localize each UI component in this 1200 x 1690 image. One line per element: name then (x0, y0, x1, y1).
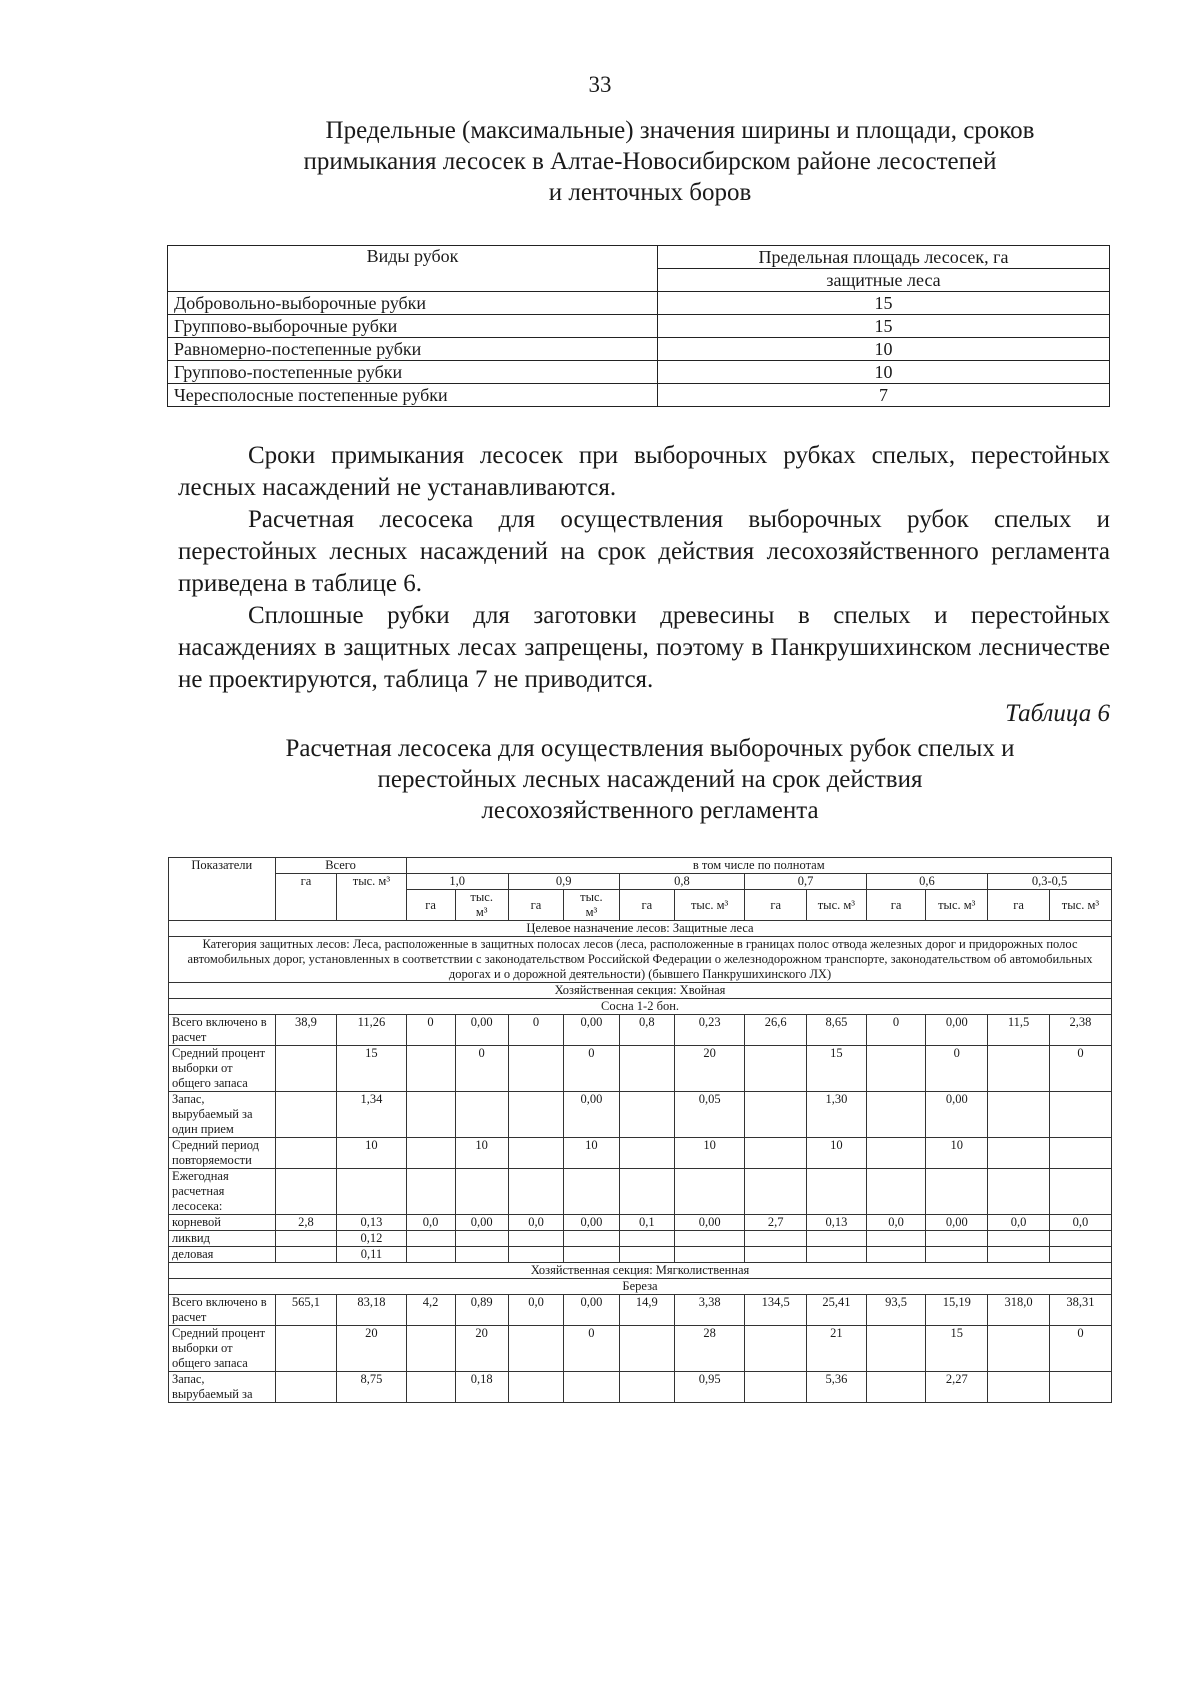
value-cell: 0 (406, 1015, 455, 1046)
value-cell: 28 (674, 1326, 744, 1372)
value-cell: 15 (337, 1046, 406, 1092)
table-row (168, 338, 1110, 361)
value-cell: 0,12 (337, 1231, 406, 1247)
header-indicators: Показатели (169, 858, 276, 921)
value-cell: 0,8 (619, 1015, 674, 1046)
header-density: 0,3-0,5 (988, 874, 1112, 890)
value-cell (988, 1372, 1050, 1403)
value-cell (275, 1138, 337, 1169)
value-cell: 10 (564, 1138, 619, 1169)
value-cell (926, 1231, 988, 1247)
header-thm3: тыс. м³ (337, 874, 406, 921)
header-thm3-part: м³ (475, 905, 488, 919)
cut-type: Группово-выборочные рубки (168, 315, 658, 338)
table-row (168, 384, 1110, 407)
value-cell (406, 1138, 455, 1169)
indicator-label: Средний процент выборки от общего запаса (169, 1326, 276, 1372)
value-cell (508, 1046, 563, 1092)
title-line: лесохозяйственного регламента (481, 797, 819, 824)
page-number: 33 (588, 72, 612, 97)
value-cell (275, 1372, 337, 1403)
area-value: 15 (658, 315, 1110, 338)
value-cell: 0,18 (455, 1372, 508, 1403)
value-cell (1049, 1169, 1111, 1215)
value-cell: 8,75 (337, 1372, 406, 1403)
header-protective: защитные леса (658, 269, 1110, 292)
category-row: Категория защитных лесов: Леса, расположенные в защитных полосах лесов (леса, расположенные в границах полос отвода железных дорог и придорожных полос автомобильных дорог, установленных в соответствии с законодательством Российской Федерации о железнодорожном транспорте, законодательством об автомобильных дорогах и о дорожной деятельности) (бывшего Панкрушихинского ЛХ) (169, 937, 1112, 983)
cutting-limits-table (167, 245, 1110, 407)
value-cell (275, 1326, 337, 1372)
header-density: 0,6 (866, 874, 987, 890)
section-row: Хозяйственная секция: Хвойная (169, 983, 1112, 999)
header-ha: га (508, 890, 563, 921)
value-cell: 2,7 (745, 1215, 807, 1231)
table-row (169, 1372, 1112, 1403)
value-cell: 0 (1049, 1046, 1111, 1092)
value-cell: 21 (807, 1326, 867, 1372)
value-cell: 565,1 (275, 1295, 337, 1326)
value-cell: 0 (508, 1015, 563, 1046)
value-cell (926, 1169, 988, 1215)
header-by-density: в том числе по полнотам (406, 858, 1111, 874)
header-density: 1,0 (406, 874, 508, 890)
value-cell: 0 (455, 1046, 508, 1092)
header-ha: га (619, 890, 674, 921)
value-cell: 15,19 (926, 1295, 988, 1326)
indicator-label: Ежегодная расчетная лесосека: (169, 1169, 276, 1215)
species-row: Береза (169, 1279, 1112, 1295)
value-cell: 20 (337, 1326, 406, 1372)
header-ha: га (866, 890, 926, 921)
value-cell: 14,9 (619, 1295, 674, 1326)
value-cell (745, 1326, 807, 1372)
indicator-label: Запас, вырубаемый за один прием (169, 1092, 276, 1138)
value-cell (988, 1326, 1050, 1372)
value-cell: 4,2 (406, 1295, 455, 1326)
value-cell: 2,8 (275, 1215, 337, 1231)
value-cell (619, 1046, 674, 1092)
value-cell: 0,0 (866, 1215, 926, 1231)
value-cell: 0,13 (337, 1215, 406, 1231)
header-thm3: тыс. м³ (674, 890, 744, 921)
value-cell: 0 (926, 1046, 988, 1092)
value-cell (866, 1169, 926, 1215)
value-cell (508, 1247, 563, 1263)
value-cell (674, 1169, 744, 1215)
value-cell (866, 1046, 926, 1092)
value-cell (988, 1247, 1050, 1263)
header-ha: га (745, 890, 807, 921)
value-cell: 0,00 (455, 1215, 508, 1231)
header-cut-types: Виды рубок (168, 246, 658, 292)
value-cell (866, 1247, 926, 1263)
value-cell: 8,65 (807, 1015, 867, 1046)
body-text (178, 440, 1110, 696)
header-ha: га (406, 890, 455, 921)
value-cell (275, 1092, 337, 1138)
value-cell (745, 1169, 807, 1215)
value-cell (745, 1046, 807, 1092)
value-cell: 0,00 (674, 1215, 744, 1231)
value-cell: 3,38 (674, 1295, 744, 1326)
value-cell (807, 1231, 867, 1247)
table-label: Таблица 6 (1005, 700, 1110, 727)
value-cell: 1,30 (807, 1092, 867, 1138)
value-cell (275, 1046, 337, 1092)
value-cell: 0,00 (564, 1092, 619, 1138)
value-cell: 0,0 (406, 1215, 455, 1231)
value-cell: 38,9 (275, 1015, 337, 1046)
value-cell (508, 1231, 563, 1247)
value-cell: 11,26 (337, 1015, 406, 1046)
value-cell (619, 1231, 674, 1247)
header-max-area: Предельная площадь лесосек, га (658, 246, 1110, 269)
header-density: 0,7 (745, 874, 866, 890)
value-cell (619, 1326, 674, 1372)
value-cell: 26,6 (745, 1015, 807, 1046)
value-cell: 1,34 (337, 1092, 406, 1138)
area-value: 10 (658, 338, 1110, 361)
value-cell (455, 1247, 508, 1263)
value-cell: 83,18 (337, 1295, 406, 1326)
value-cell (275, 1169, 337, 1215)
title-line: и ленточных боров (548, 179, 752, 206)
value-cell (455, 1092, 508, 1138)
value-cell (674, 1247, 744, 1263)
value-cell (508, 1138, 563, 1169)
header-ha: га (275, 874, 337, 921)
value-cell (866, 1372, 926, 1403)
header-thm3: тыс. м³ (807, 890, 867, 921)
value-cell (866, 1138, 926, 1169)
value-cell (406, 1046, 455, 1092)
header-ha: га (988, 890, 1050, 921)
value-cell (564, 1372, 619, 1403)
header-density: 0,9 (508, 874, 619, 890)
value-cell (455, 1231, 508, 1247)
header-thm3-part: тыс. (470, 890, 493, 904)
species-row: Сосна 1-2 бон. (169, 999, 1112, 1015)
value-cell: 25,41 (807, 1295, 867, 1326)
table-row (169, 1215, 1112, 1231)
cut-type: Равномерно-постепенные рубки (168, 338, 658, 361)
value-cell (866, 1231, 926, 1247)
header-thm3: тыс. м³ (1049, 890, 1111, 921)
table-row (169, 1169, 1112, 1215)
value-cell (745, 1138, 807, 1169)
value-cell: 0,0 (508, 1295, 563, 1326)
value-cell: 2,27 (926, 1372, 988, 1403)
value-cell: 10 (337, 1138, 406, 1169)
value-cell (564, 1247, 619, 1263)
value-cell: 20 (455, 1326, 508, 1372)
table-row (168, 315, 1110, 338)
cut-type: Добровольно-выборочные рубки (168, 292, 658, 315)
value-cell: 11,5 (988, 1015, 1050, 1046)
value-cell (745, 1372, 807, 1403)
allowable-cut-table (168, 857, 1112, 1403)
value-cell (674, 1231, 744, 1247)
value-cell (406, 1326, 455, 1372)
title-line: перестойных лесных насаждений на срок действия (377, 766, 923, 793)
value-cell: 20 (674, 1046, 744, 1092)
indicator-label: корневой (169, 1215, 276, 1231)
value-cell: 0,89 (455, 1295, 508, 1326)
value-cell: 93,5 (866, 1295, 926, 1326)
header-thm3 (564, 890, 619, 921)
table-row (169, 1247, 1112, 1263)
table6-title (180, 733, 1120, 826)
table-row (169, 1092, 1112, 1138)
value-cell: 15 (807, 1046, 867, 1092)
cut-type: Чересполосные постепенные рубки (168, 384, 658, 407)
value-cell (1049, 1231, 1111, 1247)
value-cell: 0,13 (807, 1215, 867, 1231)
table-row (169, 1295, 1112, 1326)
value-cell: 38,31 (1049, 1295, 1111, 1326)
value-cell: 0 (564, 1326, 619, 1372)
value-cell (275, 1231, 337, 1247)
paragraph: Сплошные рубки для заготовки древесины в спелых и перестойных насаждениях в защитных лесах запрещены, поэтому в Панкрушихинском лесничестве не проектируются, таблица 7 не приводится. (178, 602, 1110, 693)
value-cell (1049, 1372, 1111, 1403)
value-cell (619, 1138, 674, 1169)
value-cell: 2,38 (1049, 1015, 1111, 1046)
header-total: Всего (275, 858, 406, 874)
value-cell (745, 1092, 807, 1138)
value-cell (406, 1092, 455, 1138)
purpose-row: Целевое назначение лесов: Защитные леса (169, 921, 1112, 937)
value-cell (508, 1169, 563, 1215)
value-cell: 0,0 (988, 1215, 1050, 1231)
value-cell: 0,00 (564, 1295, 619, 1326)
value-cell (745, 1247, 807, 1263)
value-cell (988, 1169, 1050, 1215)
table-row (169, 1138, 1112, 1169)
value-cell (508, 1092, 563, 1138)
value-cell (926, 1247, 988, 1263)
value-cell (406, 1169, 455, 1215)
cut-type: Группово-постепенные рубки (168, 361, 658, 384)
indicator-label: Запас, вырубаемый за (169, 1372, 276, 1403)
header-thm3 (455, 890, 508, 921)
area-value: 15 (658, 292, 1110, 315)
value-cell: 10 (926, 1138, 988, 1169)
value-cell: 0,0 (1049, 1215, 1111, 1231)
value-cell: 134,5 (745, 1295, 807, 1326)
value-cell (619, 1247, 674, 1263)
value-cell (745, 1231, 807, 1247)
title-line: Предельные (максимальные) значения ширины и площади, сроков (325, 117, 1035, 144)
value-cell (619, 1092, 674, 1138)
area-value: 10 (658, 361, 1110, 384)
value-cell (988, 1046, 1050, 1092)
area-value: 7 (658, 384, 1110, 407)
value-cell: 0,95 (674, 1372, 744, 1403)
value-cell (337, 1169, 406, 1215)
value-cell: 0,00 (564, 1215, 619, 1231)
table-row (169, 1326, 1112, 1372)
header-density: 0,8 (619, 874, 745, 890)
value-cell (619, 1372, 674, 1403)
value-cell: 5,36 (807, 1372, 867, 1403)
value-cell: 10 (455, 1138, 508, 1169)
title-line: Расчетная лесосека для осуществления выборочных рубок спелых и (285, 735, 1015, 762)
value-cell (1049, 1092, 1111, 1138)
table-row (168, 292, 1110, 315)
value-cell: 0,05 (674, 1092, 744, 1138)
value-cell: 10 (807, 1138, 867, 1169)
header-thm3: тыс. м³ (926, 890, 988, 921)
value-cell (564, 1231, 619, 1247)
header-thm3-part: м³ (585, 905, 598, 919)
value-cell (988, 1231, 1050, 1247)
paragraph: Сроки примыкания лесосек при выборочных рубках спелых, перестойных лесных насаждений не устанавливаются. (178, 442, 1110, 501)
value-cell (1049, 1138, 1111, 1169)
value-cell (564, 1169, 619, 1215)
value-cell (866, 1092, 926, 1138)
value-cell (508, 1372, 563, 1403)
value-cell: 0 (866, 1015, 926, 1046)
value-cell (866, 1326, 926, 1372)
value-cell (619, 1169, 674, 1215)
value-cell: 0 (1049, 1326, 1111, 1372)
value-cell (988, 1138, 1050, 1169)
table1-title (180, 115, 1120, 208)
title-line: примыкания лесосек в Алтае-Новосибирском районе лесостепей (303, 148, 997, 175)
indicator-label: ликвид (169, 1231, 276, 1247)
value-cell (406, 1231, 455, 1247)
value-cell: 318,0 (988, 1295, 1050, 1326)
indicator-label: Всего включено в расчет (169, 1295, 276, 1326)
value-cell (455, 1169, 508, 1215)
value-cell (508, 1326, 563, 1372)
value-cell: 0 (564, 1046, 619, 1092)
value-cell (275, 1247, 337, 1263)
value-cell (1049, 1247, 1111, 1263)
value-cell: 0,00 (455, 1015, 508, 1046)
indicator-label: Всего включено в расчет (169, 1015, 276, 1046)
section-row: Хозяйственная секция: Мягколиственная (169, 1263, 1112, 1279)
indicator-label: деловая (169, 1247, 276, 1263)
value-cell: 0,00 (926, 1215, 988, 1231)
table-row (169, 1231, 1112, 1247)
value-cell: 10 (674, 1138, 744, 1169)
value-cell: 0,11 (337, 1247, 406, 1263)
value-cell: 0,00 (926, 1092, 988, 1138)
value-cell (406, 1247, 455, 1263)
value-cell: 0,00 (926, 1015, 988, 1046)
table-row (169, 1015, 1112, 1046)
value-cell (406, 1372, 455, 1403)
value-cell: 0,1 (619, 1215, 674, 1231)
indicator-label: Средний процент выборки от общего запаса (169, 1046, 276, 1092)
table-row (169, 1046, 1112, 1092)
value-cell: 0,23 (674, 1015, 744, 1046)
table-row (168, 361, 1110, 384)
value-cell: 0,00 (564, 1015, 619, 1046)
header-thm3-part: тыс. (580, 890, 603, 904)
value-cell (988, 1092, 1050, 1138)
value-cell (807, 1169, 867, 1215)
indicator-label: Средний период повторяемости (169, 1138, 276, 1169)
value-cell: 0,0 (508, 1215, 563, 1231)
value-cell: 15 (926, 1326, 988, 1372)
paragraph: Расчетная лесосека для осуществления выборочных рубок спелых и перестойных лесных насаждений на срок действия лесохозяйственного регламента приведена в таблице 6. (178, 506, 1110, 597)
value-cell (807, 1247, 867, 1263)
